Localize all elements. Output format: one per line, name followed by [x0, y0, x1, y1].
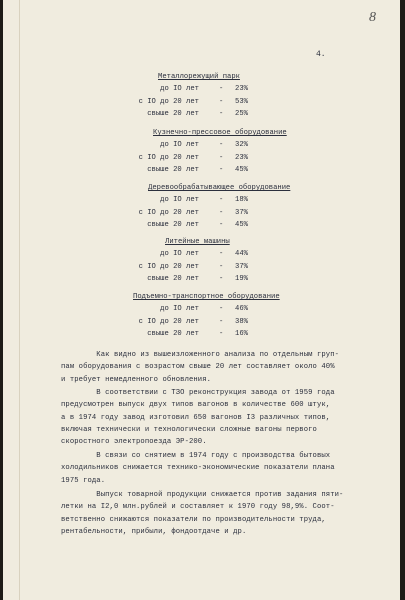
paragraph-line: холодильников снижается технико-экономические показатели плана	[61, 464, 335, 473]
age-range-label: с IO до 20 лет	[138, 208, 199, 217]
paragraph-line: предусмотрен выпуск двух типов вагонов в количестве 600 штук,	[61, 401, 331, 410]
age-range-label: до IO лет	[160, 305, 199, 313]
age-range-label: с IO до 20 лет	[138, 97, 199, 106]
percentage-value: 37%	[235, 262, 248, 271]
paragraph-line: летки на I2,0 млн.рублей и составляет к 1970 году 98,9%. Соот-	[61, 503, 335, 512]
percentage-value: 32%	[235, 141, 248, 149]
age-range-label: свыше 20 лет	[147, 110, 199, 118]
paragraph-line: и требует немедленного обновления.	[61, 375, 212, 384]
paragraph-line: скоростного электропоезда ЭР-200.	[61, 438, 207, 447]
section-title: Кузнечно-прессовое оборудование	[153, 129, 287, 137]
handwritten-sheet-number: 8	[369, 10, 376, 25]
dash: -	[219, 305, 224, 313]
dash: -	[219, 275, 224, 283]
percentage-value: 18%	[235, 196, 248, 204]
dash: -	[219, 317, 224, 326]
age-range-label: свыше 20 лет	[147, 330, 199, 338]
paragraph-line: В соответствии с ТЗО реконструкция завода от 1959 года	[61, 389, 335, 397]
dash: -	[219, 250, 224, 258]
dash: -	[219, 141, 224, 149]
percentage-value: 44%	[235, 250, 248, 258]
percentage-value: 45%	[235, 166, 248, 174]
paragraph-line: ветственно снижаются показатели по производительности труда,	[61, 515, 326, 524]
paragraph-line: В связи со снятием в 1974 году с производства бытовых	[61, 452, 331, 460]
percentage-value: 45%	[235, 221, 248, 229]
dash: -	[219, 166, 224, 174]
dash: -	[219, 85, 224, 93]
dash: -	[219, 262, 224, 271]
dash: -	[219, 97, 224, 106]
percentage-value: 23%	[235, 85, 248, 93]
percentage-value: 23%	[235, 153, 248, 162]
age-range-label: до IO лет	[160, 250, 199, 258]
dash: -	[219, 153, 224, 162]
age-range-label: до IO лет	[160, 85, 199, 93]
dash: -	[219, 208, 224, 217]
dash: -	[219, 110, 224, 118]
paragraph-line: пам оборудования с возрастом свыше 20 лет составляет около 40%	[61, 363, 335, 372]
section-title: Подъемно-транспортное оборудование	[133, 293, 280, 301]
percentage-value: 19%	[235, 275, 248, 283]
age-range-label: с IO до 20 лет	[138, 262, 199, 271]
dash: -	[219, 196, 224, 204]
percentage-value: 25%	[235, 110, 248, 118]
percentage-value: 53%	[235, 97, 248, 106]
age-range-label: свыше 20 лет	[147, 275, 199, 283]
age-range-label: до IO лет	[160, 141, 199, 149]
age-range-label: до IO лет	[160, 196, 199, 204]
paragraph-line: 1975 года.	[61, 476, 106, 485]
paragraph-line: а в 1974 году завод изготовил 650 вагонов I3 различных типов,	[61, 413, 331, 422]
percentage-value: 16%	[235, 330, 248, 338]
age-range-label: с IO до 20 лет	[138, 317, 199, 326]
paragraph-line: включая технически и технологически сложные вагоны первого	[61, 425, 317, 434]
page-number: 4.	[316, 50, 326, 59]
paragraph-line: Выпуск товарной продукции снижается против задания пяти-	[61, 491, 344, 499]
section-title: Литейные машины	[165, 238, 230, 246]
age-range-label: свыше 20 лет	[147, 221, 199, 229]
section-title: Металлорежущий парк	[158, 73, 240, 81]
paragraph-line: рентабельности, прибыли, фондоотдаче и др.	[61, 527, 247, 536]
paragraph-line: Как видно из вышеизложенного анализа по отдельным груп-	[61, 351, 340, 359]
section-title: Деревообрабатывающее оборудование	[148, 184, 291, 192]
document-page	[3, 0, 400, 600]
age-range-label: свыше 20 лет	[147, 166, 199, 174]
percentage-value: 37%	[235, 208, 248, 217]
age-range-label: с IO до 20 лет	[138, 153, 199, 162]
percentage-value: 38%	[235, 317, 248, 326]
page-fold-line	[19, 0, 20, 600]
percentage-value: 46%	[235, 305, 248, 313]
dash: -	[219, 221, 224, 229]
dash: -	[219, 330, 224, 338]
